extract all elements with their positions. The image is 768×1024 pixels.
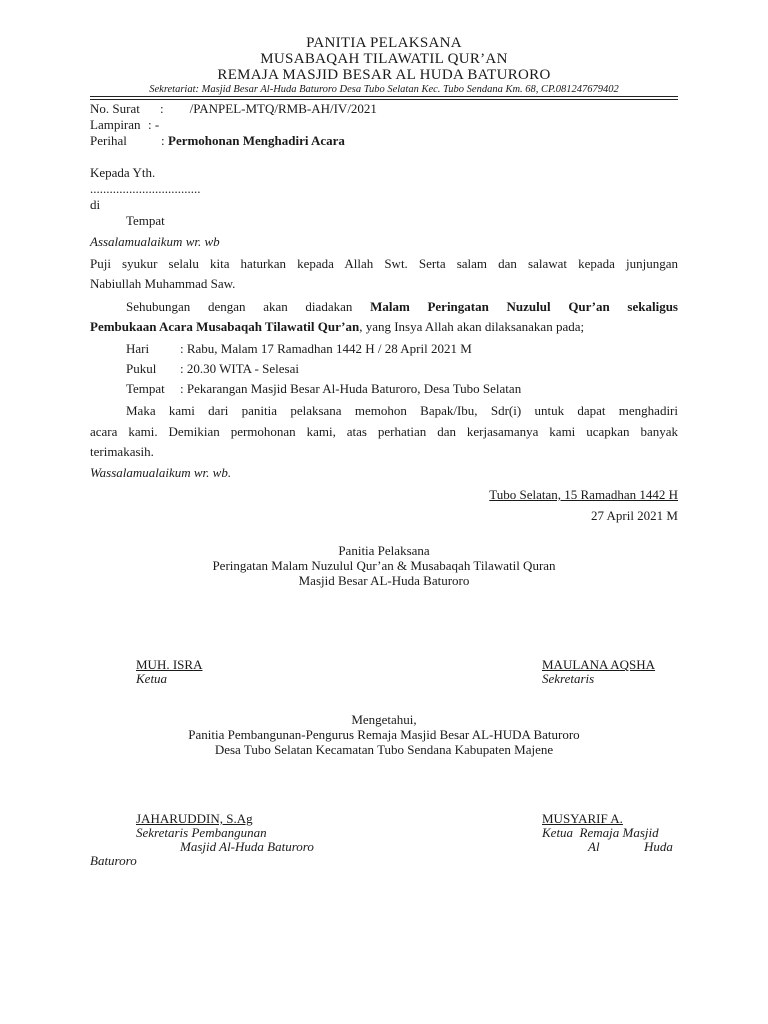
committee-line-3: Masjid Besar AL-Huda Baturoro: [298, 573, 470, 588]
tempat-value: : Pekarangan Masjid Besar Al-Huda Baturoro, Desa Tubo Selatan: [180, 381, 522, 396]
committee-line-1: Panitia Pelaksana: [338, 543, 430, 558]
pukul-value: : 20.30 WITA - Selesai: [180, 361, 299, 376]
header-rule-thin: [90, 99, 678, 100]
hari-label: Hari: [126, 341, 150, 356]
event-name-part-1: Malam Peringatan Nuzulul Qur’an sekaligus: [370, 299, 678, 314]
recipient-dots: ..................................: [90, 181, 201, 196]
no-surat-label: No. Surat: [90, 101, 140, 116]
mengetahui-line-1: Mengetahui,: [351, 712, 417, 727]
signer-pembangunan-role-2: Masjid Al-Huda Baturoro: [180, 839, 314, 854]
committee-line-2: Peringatan Malam Nuzulul Qur’an & Musabaqah Tilawatil Quran: [212, 558, 556, 573]
signer-remaja-name: MUSYARIF A.: [542, 811, 623, 826]
mengetahui-line-2: Panitia Pembangunan-Pengurus Remaja Masjid Besar AL-HUDA Baturoro: [188, 727, 580, 742]
header-line-1: PANITIA PELAKSANA: [306, 35, 462, 51]
paragraph-2-line-1: [126, 299, 678, 315]
address-di: di: [90, 197, 101, 212]
secretariat-address: Sekretariat: Masjid Besar Al-Huda Baturoro Desa Tubo Selatan Kec. Tubo Sendana Km. 68, CP.081247679402: [149, 84, 619, 95]
paragraph-2-outro: , yang Insya Allah akan dilaksanakan pada;: [359, 319, 585, 334]
signer-ketua-role: Ketua: [136, 671, 168, 686]
perihal-label: Perihal: [90, 133, 127, 148]
paragraph-3-line-2: acara kami. Demikian permohonan kami, atas perhatian dan kerjasamanya kami ucapkan banyak: [90, 424, 678, 439]
signer-pembangunan-role-1: Sekretaris Pembangunan: [136, 825, 267, 840]
paragraph-2-intro: Sehubungan dengan akan diadakan: [126, 299, 371, 314]
signer-remaja-role-2b: Huda: [644, 839, 673, 854]
signer-sekretaris-role: Sekretaris: [542, 671, 595, 686]
date-gregorian: 27 April 2021 M: [590, 508, 678, 523]
signer-pembangunan-name: JAHARUDDIN, S.Ag: [136, 811, 253, 826]
hari-value: : Rabu, Malam 17 Ramadhan 1442 H / 28 April 2021 M: [180, 341, 472, 356]
no-surat-value: : /PANPEL-MTQ/RMB-AH/IV/2021: [160, 101, 377, 116]
paragraph-1-line-1: Puji syukur selalu kita haturkan kepada Allah Swt. Serta salam dan salawat kepada junjungan: [90, 256, 678, 271]
paragraph-1-line-2: Nabiullah Muhammad Saw.: [90, 276, 236, 291]
lampiran-value: : -: [148, 117, 160, 132]
paragraph-2-line-2: [90, 319, 584, 335]
header-rule-thick: [90, 96, 678, 97]
signer-remaja-role-1: Ketua Remaja Masjid: [542, 825, 659, 840]
lampiran-label: Lampiran: [90, 117, 141, 132]
date-hijri: Tubo Selatan, 15 Ramadhan 1442 H: [489, 487, 678, 502]
paragraph-3-line-1: Maka kami dari panitia pelaksana memohon Bapak/Ibu, Sdr(i) untuk dapat menghadiri: [126, 403, 678, 418]
event-name-part-2: Pembukaan Acara Musabaqah Tilawatil Qur’an: [90, 319, 360, 334]
signer-remaja-role-2a: Al: [588, 839, 600, 854]
closing-salam: Wassalamualaikum wr. wb.: [90, 465, 232, 480]
perihal-value: Permohonan Menghadiri Acara: [168, 133, 345, 148]
header-line-3: REMAJA MASJID BESAR AL HUDA BATURORO: [217, 67, 551, 83]
paragraph-3-line-3: terimakasih.: [90, 444, 154, 459]
perihal-colon: :: [161, 133, 165, 148]
tempat-label: Tempat: [126, 381, 165, 396]
header-line-2: MUSABAQAH TILAWATIL QUR’AN: [260, 51, 508, 67]
pukul-label: Pukul: [126, 361, 157, 376]
address-tempat: Tempat: [126, 213, 165, 228]
signer-remaja-role-3: Baturoro: [90, 853, 137, 868]
kepada-yth: Kepada Yth.: [90, 165, 156, 180]
opening-salam: Assalamualaikum wr. wb: [90, 234, 220, 249]
signer-ketua-name: MUH. ISRA: [136, 657, 203, 672]
signer-sekretaris-name: MAULANA AQSHA: [542, 657, 656, 672]
mengetahui-line-3: Desa Tubo Selatan Kecamatan Tubo Sendana Kabupaten Majene: [214, 742, 554, 757]
